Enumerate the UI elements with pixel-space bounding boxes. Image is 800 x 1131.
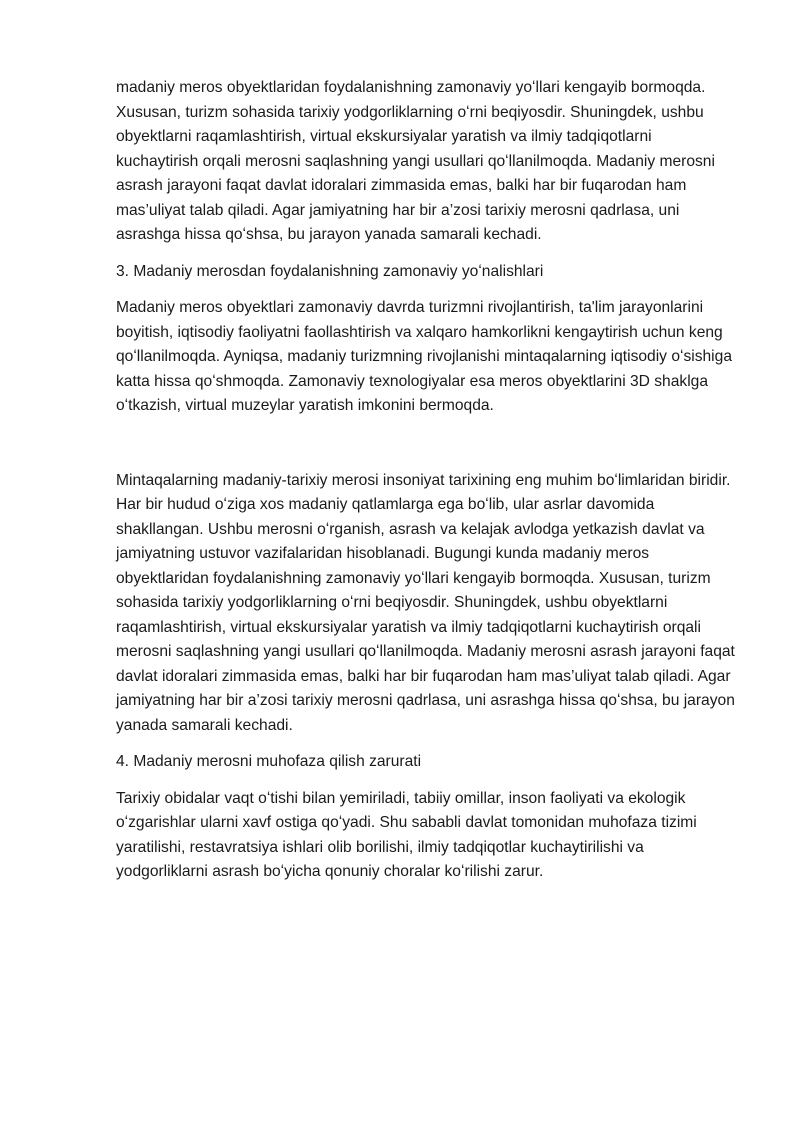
spacer [116, 284, 736, 296]
paragraph-zamonaviy-yonalishlar: Madaniy meros obyektlari zamonaviy davrda turizmni rivojlantirish, ta'lim jarayonlarini boyitish, iqtisodiy faoliyatni faollashtirish va xalqaro hamkorlikni kengaytirish uchun keng qoʻllanilmoqda. Ayniqsa, madaniy turizmning rivojlanishi mintaqalarning iqtisodiy oʻsishiga katta hissa qoʻshmoqda. Zamonaviy texnologiyalar esa meros obyektlarini 3D shaklga oʻtkazish, virtual muzeylar yaratish imkonini bermoqda. [116, 299, 732, 414]
spacer [116, 775, 736, 787]
spacer [116, 248, 736, 260]
paragraph-muhofaza-zarurati: Tarixiy obidalar vaqt oʻtishi bilan yemiriladi, tabiiy omillar, inson faoliyati va ekologik oʻzgarishlar ularni xavf ostiga qoʻyadi. Shu sababli davlat tomonidan muhofaza tizimi yaratilishi, restavratsiya ishlari olib borilishi, ilmiy tadqiqotlar kuchaytirilishi va yodgorliklarni asrash boʻyicha qonuniy choralar koʻrilishi zarur. [116, 789, 697, 880]
document-page [116, 76, 736, 885]
spacer [116, 419, 736, 469]
paragraph-mintaqalar-merosi: Mintaqalarning madaniy-tarixiy merosi insoniyat tarixining eng muhim boʻlimlaridan biridir. Har bir hudud oʻziga xos madaniy qatlamlarga ega boʻlib, ular asrlar davomida shakllangan. Ushbu merosni oʻrganish, asrash va kelajak avlodga yetkazish davlat va jamiyatning ustuvor vazifalaridan hisoblanadi. Bugungi kunda madaniy meros obyektlaridan foydalanishning zamonaviy yoʻllari kengayib bormoqda. Xususan, turizm sohasida tarixiy yodgorliklarning oʻrni beqiyosdir. Shuningdek, ushbu obyektlarni raqamlashtirish, virtual ekskursiyalar yaratish va ilmiy tadqiqotlarni kuchaytirish orqali merosni saqlashning yangi usullari qoʻllanilmoqda. Madaniy merosni asrash jarayoni faqat davlat idoralari zimmasida emas, balki har bir fuqarodan ham mas’uliyat talab qiladi. Agar jamiyatning har bir a’zosi tarixiy merosni qadrlasa, uni asrashga hissa qoʻshsa, bu jarayon yanada samarali kechadi. [116, 471, 735, 734]
paragraph-meros-intro-continued: madaniy meros obyektlaridan foydalanishning zamonaviy yoʻllari kengayib bormoqda. Xususan, turizm sohasida tarixiy yodgorliklarning oʻrni beqiyosdir. Shuningdek, ushbu obyektlarni raqamlashtirish, virtual ekskursiyalar yaratish va ilmiy tadqiqotlarni kuchaytirish orqali merosni saqlashning yangi usullari qoʻllanilmoqda. Madaniy merosni asrash jarayoni faqat davlat idoralari zimmasida emas, balki har bir fuqarodan ham mas’uliyat talab qiladi. Agar jamiyatning har bir a’zosi tarixiy merosni qadrlasa, uni asrashga hissa qoʻshsa, bu jarayon yanada samarali kechadi. [116, 79, 715, 243]
spacer [116, 738, 736, 750]
section-heading-4: 4. Madaniy merosni muhofaza qilish zarurati [116, 753, 422, 770]
section-heading-3: 3. Madaniy merosdan foydalanishning zamonaviy yoʻnalishlari [116, 262, 544, 280]
